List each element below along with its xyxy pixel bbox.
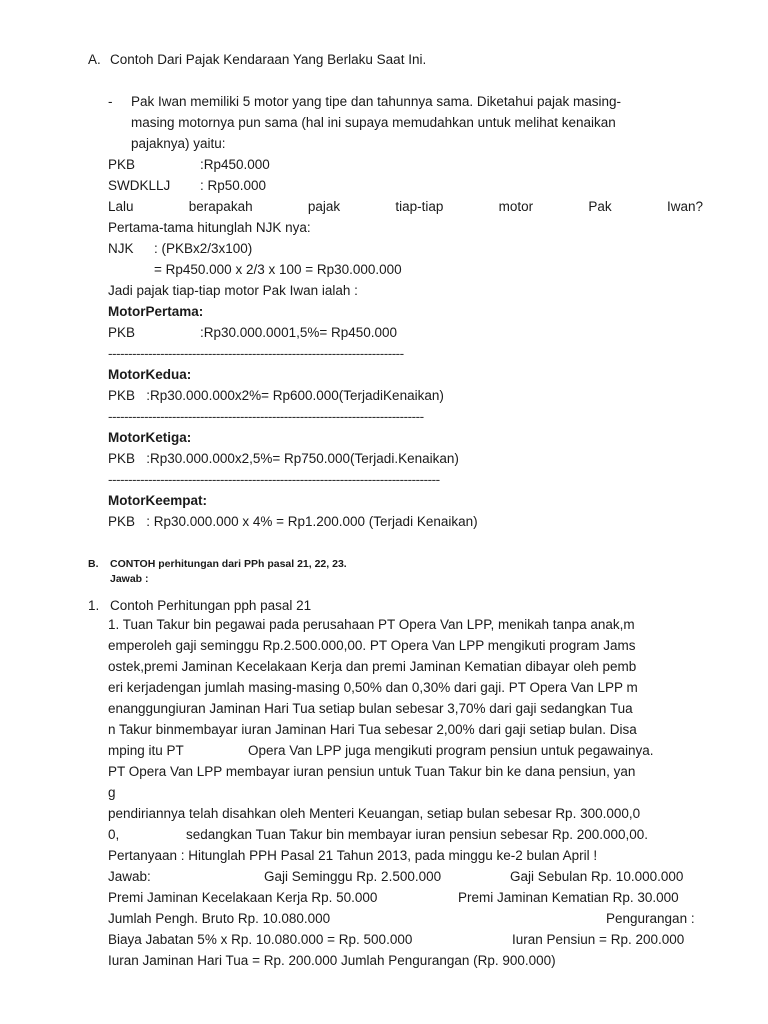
section-b-marker: B. (88, 558, 99, 570)
weekly-salary: Gaji Seminggu Rp. 2.500.000 (264, 869, 442, 884)
body-line: emperoleh gaji seminggu Rp.2.500.000,00. PT Opera Van LPP mengikuti program Jams (108, 638, 636, 653)
body-line-7a: mping itu PT (108, 743, 184, 758)
body-line: 1. Tuan Takur bin pegawai pada perusahaan PT Opera Van LPP, menikah tanpa anak,m (108, 617, 635, 632)
body-line-11b: sedangkan Tuan Takur bin membayar iuran pensiun sebesar Rp. 200.000,00. (186, 827, 649, 842)
motor-3-line: PKB :Rp30.000.000x2,5%= Rp750.000(Terjadi.Kenaikan) (108, 451, 459, 466)
separator-3: ----------------------------------------------------------------------------------- (108, 472, 440, 487)
intro-text-1: Pak Iwan memiliki 5 motor yang tipe dan tahunnya sama. Diketahui pajak masing- (131, 94, 621, 109)
body-line: ostek,premi Jaminan Kecelakaan Kerja dan premi Jaminan Kematian dibayar oleh pemb (108, 659, 637, 674)
motor-4-line: PKB : Rp30.000.000 x 4% = Rp1.200.000 (Terjadi Kenaikan) (108, 514, 478, 529)
motor-4-title: MotorKeempat: (108, 493, 208, 508)
question-word: berapakah (188, 199, 253, 214)
motor-3-title: MotorKetiga: (108, 430, 192, 445)
body-line-11a: 0, (108, 827, 120, 842)
question-word: Pak (588, 199, 612, 214)
answer-label: Jawab: (108, 869, 151, 884)
monthly-salary: Gaji Sebulan Rp. 10.000.000 (510, 869, 684, 884)
intro-line-3: pajaknya) yaitu: (131, 136, 226, 151)
motor-1-label: PKB (108, 325, 136, 340)
motor-2-line: PKB :Rp30.000.000x2%= Rp600.000(TerjadiKenaikan) (108, 388, 444, 403)
question-word: tiap-tiap (395, 199, 444, 214)
pension-fee: Iuran Pensiun = Rp. 200.000 (512, 932, 685, 947)
body-line-8: PT Opera Van LPP membayar iuran pensiun untuk Tuan Takur bin ke dana pensiun, yan (108, 764, 636, 779)
njk-formula: : (PKBx2/3x100) (154, 241, 253, 256)
death-premium: Premi Jaminan Kematian Rp. 30.000 (458, 890, 679, 905)
item-number: 1. (88, 598, 100, 613)
question-line (108, 198, 703, 216)
section-a-marker: A. (88, 52, 101, 67)
pkb-label: PKB (108, 157, 136, 172)
body-line: enanggungiuran Jaminan Hari Tua setiap bulan sebesar 3,70% dari gaji sedangkan Tua (108, 701, 633, 716)
swdkllj-value: : Rp50.000 (200, 178, 267, 193)
old-age-fee: Iuran Jaminan Hari Tua = Rp. 200.000 Jumlah Pengurangan (Rp. 900.000) (108, 953, 556, 968)
motor-1-value: :Rp30.000.0001,5%= Rp450.000 (200, 325, 398, 340)
gross-income: Jumlah Pengh. Bruto Rp. 10.080.000 (108, 911, 331, 926)
intro-line-2: masing motornya pun sama (hal ini supaya memudahkan untuk melihat kenaikan (131, 115, 616, 130)
question-word: pajak (307, 199, 341, 214)
motor-2-title: MotorKedua: (108, 367, 192, 382)
section-a-title: Contoh Dari Pajak Kendaraan Yang Berlaku Saat Ini. (110, 52, 427, 67)
position-cost: Biaya Jabatan 5% x Rp. 10.080.000 = Rp. 500.000 (108, 932, 413, 947)
separator-2: ------------------------------------------------------------------------------- (108, 409, 424, 424)
conclusion: Jadi pajak tiap-tiap motor Pak Iwan ialah : (108, 283, 358, 298)
body-line-9: g (108, 785, 116, 800)
swdkllj-label: SWDKLLJ (108, 178, 171, 193)
body-line-7b: Opera Van LPP juga mengikuti program pensiun untuk pegawainya. (248, 743, 654, 758)
accident-premium: Premi Jaminan Kecelakaan Kerja Rp. 50.000 (108, 890, 378, 905)
separator-1: -------------------------------------------------------------------------- (108, 346, 404, 361)
body-line: eri kerjadengan jumlah masing-masing 0,50% dan 0,30% dari gaji. PT Opera Van LPP m (108, 680, 638, 695)
body-line-10: pendiriannya telah disahkan oleh Menteri Keuangan, setiap bulan sebesar Rp. 300.000,0 (108, 806, 641, 821)
section-b-title: CONTOH perhitungan dari PPh pasal 21, 22, 23. (110, 558, 347, 570)
question-text: Pertanyaan : Hitunglah PPH Pasal 21 Tahun 2013, pada minggu ke-2 bulan April ! (108, 848, 598, 863)
njk-result: = Rp450.000 x 2/3 x 100 = Rp30.000.000 (154, 262, 402, 277)
section-b-jawab: Jawab : (110, 573, 149, 585)
motor-1-title: MotorPertama: (108, 304, 204, 319)
deductions-label: Pengurangan : (606, 911, 695, 926)
question-word: Iwan? (666, 199, 703, 214)
intro-line-1 (131, 93, 703, 111)
item-title: Contoh Perhitungan pph pasal 21 (110, 598, 312, 613)
njk-label: NJK (108, 241, 134, 256)
pkb-value: :Rp450.000 (200, 157, 270, 172)
question-word: motor (498, 199, 534, 214)
question-word: Lalu (108, 199, 134, 214)
body-line: n Takur binmembayar iuran Jaminan Hari Tua sebesar 2,00% dari gaji setiap bulan. Disa (108, 722, 637, 737)
bullet-dash: - (108, 94, 113, 109)
first-step: Pertama-tama hitunglah NJK nya: (108, 220, 311, 235)
